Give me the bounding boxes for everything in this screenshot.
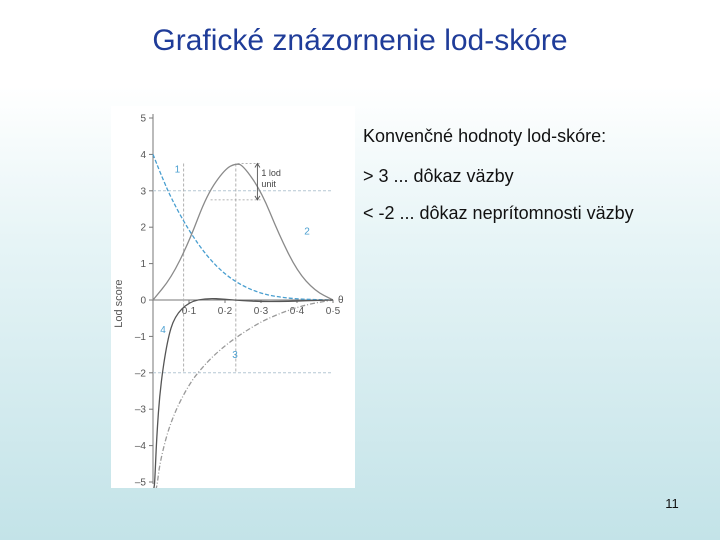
x-axis-label: θ <box>338 295 344 306</box>
series-2-label: 2 <box>304 226 310 238</box>
text-linkage-evidence: > 3 ... dôkaz väzby <box>363 166 514 186</box>
y-tick-label: –1 <box>134 331 146 343</box>
page-number: 11 <box>665 496 679 511</box>
y-tick-label: –2 <box>134 368 146 380</box>
y-tick-label: –5 <box>134 477 146 488</box>
series-4-line <box>154 299 333 488</box>
y-tick-label: 5 <box>140 113 146 125</box>
x-tick-label: 0·2 <box>217 306 233 317</box>
text-heading: Konvenčné hodnoty lod-skóre: <box>363 126 607 146</box>
y-tick-label: 0 <box>140 295 146 307</box>
lod-unit-label: 1 lod <box>261 168 281 179</box>
series-4-label: 4 <box>160 324 166 336</box>
y-tick-label: 1 <box>140 259 146 271</box>
x-tick-label: 0·3 <box>253 306 269 317</box>
text-no-linkage-evidence: < -2 ... dôkaz neprítomnosti väzby <box>363 203 634 223</box>
y-axis-label: Lod score <box>113 279 125 328</box>
series-3-line <box>155 300 333 488</box>
x-tick-label: 0·1 <box>181 306 197 317</box>
y-tick-label: 3 <box>140 186 146 198</box>
lod-score-chart <box>111 106 355 488</box>
series-3-label: 3 <box>232 350 238 362</box>
x-tick-label: 0·4 <box>289 306 305 317</box>
chart-canvas <box>111 106 355 488</box>
y-tick-label: –3 <box>134 404 146 416</box>
slide-title: Grafické znázornenie lod-skóre <box>152 24 568 57</box>
x-tick-label: 0·5 <box>325 306 341 317</box>
lod-unit-sublabel: unit <box>261 179 276 190</box>
y-tick-label: 2 <box>140 222 146 234</box>
series-1-label: 1 <box>174 164 181 176</box>
y-tick-label: –4 <box>134 441 146 453</box>
y-tick-label: 4 <box>140 149 146 161</box>
